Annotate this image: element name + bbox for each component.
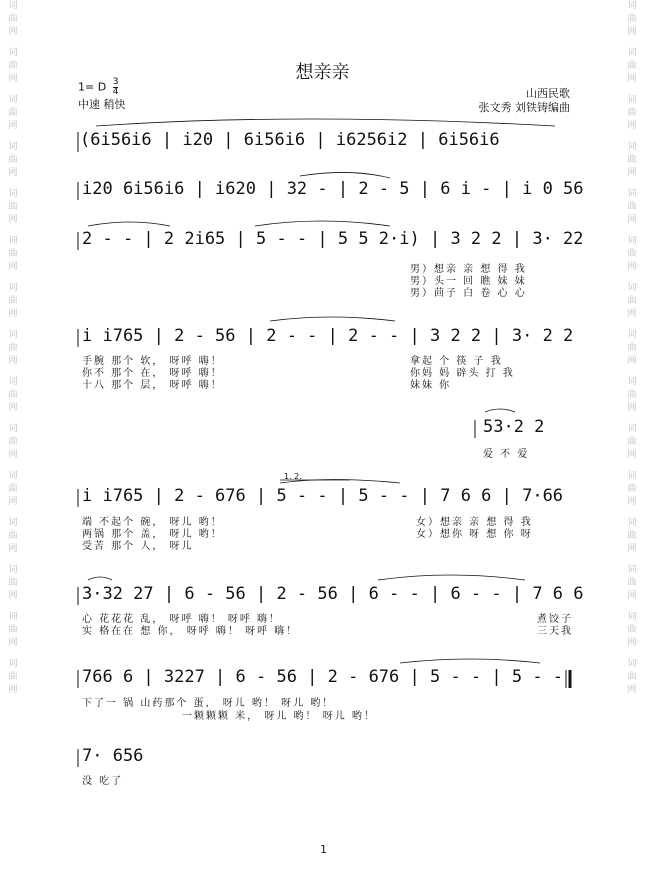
lyric-line: 爱 不 爱 bbox=[483, 449, 530, 460]
watermark-text: 词 曲 网 bbox=[627, 565, 637, 601]
phrase-slur-2 bbox=[300, 172, 390, 178]
watermark-text: 词 曲 网 bbox=[627, 424, 637, 460]
watermark-text: 词 曲 网 bbox=[627, 142, 637, 178]
watermark-text: 词 曲 网 bbox=[627, 612, 637, 648]
phrase-slur-10 bbox=[400, 659, 540, 663]
watermark-text: 词 曲 网 bbox=[627, 518, 637, 554]
arranger-credit: 张文秀 刘铁铸编曲 bbox=[478, 101, 570, 114]
lyric-line: 下了一 锅 山药那个 蛋， 呀儿 哟！ 呀儿 哟！ bbox=[82, 698, 335, 709]
watermark-text: 词 曲 网 bbox=[8, 283, 18, 319]
watermark-text: 词 曲 网 bbox=[8, 189, 18, 225]
lyric-line: 一颗颗颗 米， 呀儿 哟！ 呀儿 哟！ bbox=[182, 711, 376, 722]
time-denominator: 4 bbox=[112, 87, 119, 97]
watermark-text: 词 曲 网 bbox=[627, 48, 637, 84]
lyric-line: 男）想亲 亲 想 得 我 bbox=[410, 264, 527, 275]
notation-row: 7· 656 bbox=[82, 746, 144, 766]
lyric-line: 端 不起个 碗， 呀儿 哟！ bbox=[82, 517, 223, 528]
song-origin: 山西民歌 bbox=[526, 87, 570, 100]
lyric-line: 手腕 那个 软， 呀呼 嗨！ bbox=[82, 356, 223, 367]
watermark-text: 词 曲 网 bbox=[627, 471, 637, 507]
notation-row: 2 - - | 2 2i65 | 5 - - | 5 5 2·i) | 3 2 2 | 3· 22 bbox=[82, 229, 584, 249]
watermark-text: 词 曲 网 bbox=[627, 283, 637, 319]
watermark-text: 词 曲 网 bbox=[8, 471, 18, 507]
song-title: 想亲亲 bbox=[295, 62, 350, 83]
watermark-text: 词 曲 网 bbox=[8, 236, 18, 272]
watermark-text: 词 曲 网 bbox=[627, 236, 637, 272]
lyric-line: 你妈 妈 辟头 打 我 bbox=[410, 368, 515, 379]
watermark-text: 词 曲 网 bbox=[8, 1, 18, 37]
watermark-text: 词 曲 网 bbox=[8, 330, 18, 366]
phrase-slur-8 bbox=[88, 577, 112, 580]
lyric-line: 女）想你 呀 想 你 呀 bbox=[416, 529, 533, 540]
key-label: 1= D bbox=[78, 80, 107, 94]
notation-row: i20 6i56i6 | i620 | 32 - | 2 - 5 | 6 i - | i 0 56 bbox=[82, 179, 584, 199]
watermark-text: 词 曲 网 bbox=[627, 189, 637, 225]
notation-row: i i765 | 2 - 676 | 5 - - | 5 - - | 7 6 6 | 7·66 bbox=[82, 486, 564, 506]
lyric-line: 两锅 那个 盖， 呀儿 哟！ bbox=[82, 529, 223, 540]
phrase-slur-9 bbox=[378, 575, 525, 580]
phrase-slur-3 bbox=[88, 222, 170, 226]
lyric-line: 男）头一 回 瞧 妹 妹 bbox=[410, 276, 527, 287]
watermark-text: 词 曲 网 bbox=[8, 95, 18, 131]
lyric-line: 受苦 那个 人， 呀儿 bbox=[82, 541, 194, 552]
watermark-text: 词 曲 网 bbox=[627, 377, 637, 413]
lyric-line: 实 格在在 想 你， 呀呼 嗨！ 呀呼 嗨！ bbox=[82, 626, 299, 637]
lyric-line: 十八 那个 层， 呀呼 嗨！ bbox=[82, 380, 223, 391]
watermark-text: 词 曲 网 bbox=[8, 612, 18, 648]
phrase-slur-1 bbox=[96, 119, 555, 126]
watermark-text: 词 曲 网 bbox=[8, 518, 18, 554]
lyric-line: 你不 那个 在， 呀呼 嗨！ bbox=[82, 368, 223, 379]
phrase-slur-5 bbox=[270, 317, 395, 321]
lyric-line: 男）茴子 白 卷 心 心 bbox=[410, 288, 527, 299]
notation-row: 53·2 2 bbox=[483, 417, 545, 437]
notation-row: 3·32 27 | 6 - 56 | 2 - 56 | 6 - - | 6 - - | 7 6 6 bbox=[82, 584, 584, 604]
watermark-text: 词 曲 网 bbox=[627, 330, 637, 366]
lyric-line: 女）想亲 亲 想 得 我 bbox=[416, 517, 533, 528]
lyric-line: 拿起 个 筷 子 我 bbox=[410, 356, 503, 367]
watermark-text: 词 曲 网 bbox=[8, 565, 18, 601]
phrase-slur-4 bbox=[255, 221, 390, 226]
lyric-line: 妹妹 你 bbox=[410, 380, 452, 391]
lyric-line: 三天我 bbox=[537, 626, 573, 637]
volta-label: 1. 2. bbox=[284, 472, 302, 481]
tempo-marking: 中速 稍快 bbox=[78, 98, 126, 111]
watermark-text: 词 曲 网 bbox=[8, 424, 18, 460]
notation-row: 766 6 | 3227 | 6 - 56 | 2 - 676 | 5 - - | 5 - - bbox=[82, 667, 564, 687]
lyric-line: 没 吃了 bbox=[82, 776, 124, 787]
page-number: 1 bbox=[320, 843, 327, 856]
watermark-text: 词 曲 网 bbox=[627, 1, 637, 37]
time-numerator: 3 bbox=[112, 77, 119, 87]
watermark-text: 词 曲 网 bbox=[627, 659, 637, 695]
watermark-text: 词 曲 网 bbox=[8, 48, 18, 84]
lyric-line: 心 花花花 乱， 呀呼 嗨！ 呀呼 嗨！ bbox=[82, 614, 282, 625]
notation-row: i i765 | 2 - 56 | 2 - - | 2 - - | 3 2 2 | 3· 2 2 bbox=[82, 326, 574, 346]
watermark-text: 词 曲 网 bbox=[8, 377, 18, 413]
phrase-slur-6 bbox=[485, 409, 515, 412]
notation-row: (6i56i6 | i20 | 6i56i6 | i6256i2 | 6i56i6 bbox=[80, 130, 500, 150]
watermark-text: 词 曲 网 bbox=[627, 95, 637, 131]
watermark-text: 词 曲 网 bbox=[8, 659, 18, 695]
watermark-text: 词 曲 网 bbox=[8, 142, 18, 178]
lyric-line: 煮饺子 bbox=[537, 614, 573, 625]
